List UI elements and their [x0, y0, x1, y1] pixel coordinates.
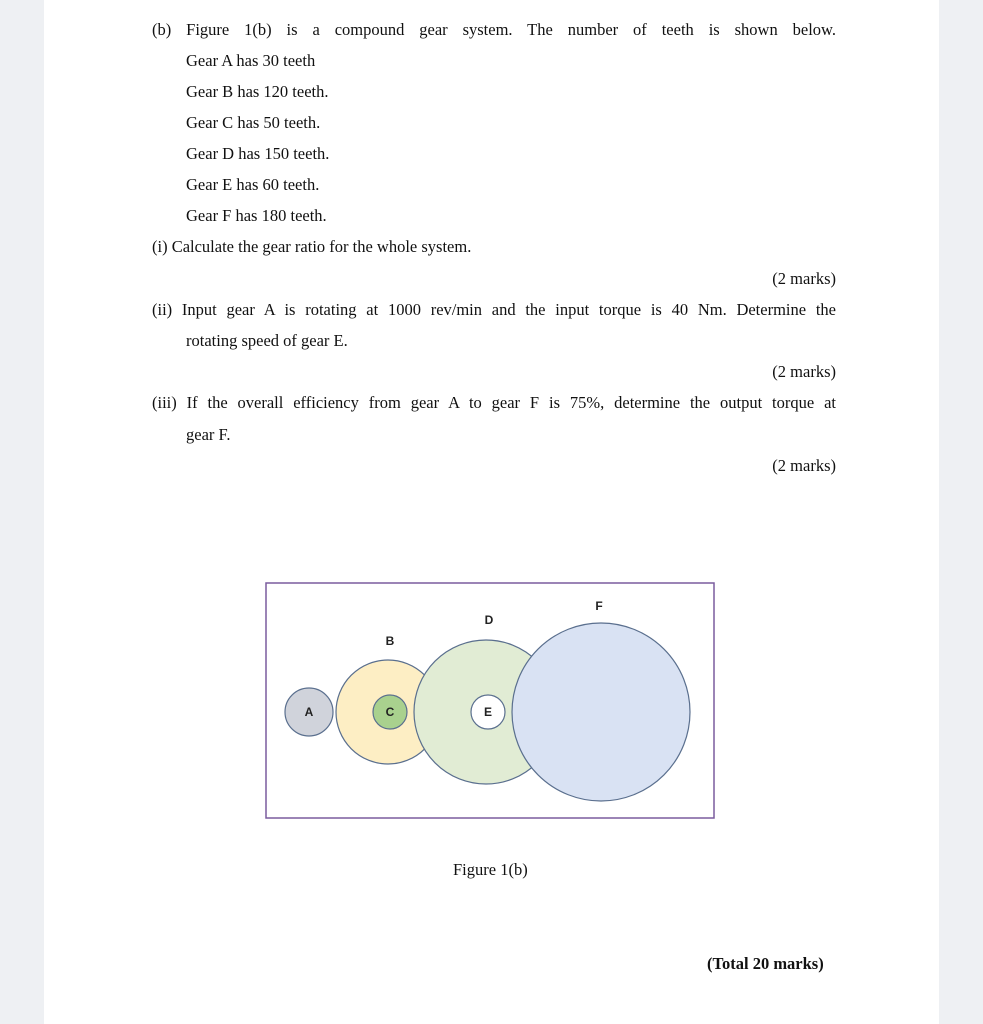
gear-f-teeth: Gear F has 180 teeth. — [186, 206, 327, 225]
gear-a-teeth: Gear A has 30 teeth — [186, 51, 316, 70]
gear-b-label: B — [385, 634, 395, 648]
question-ii-line1: (ii) Input gear A is rotating at 1000 rev/min and the input torque is 40 Nm. Determine the — [152, 300, 836, 319]
gear-system-figure — [265, 582, 715, 819]
gear-d-label: D — [484, 613, 494, 627]
gear-e-teeth: Gear E has 60 teeth. — [186, 175, 320, 194]
figure-caption: Figure 1(b) — [453, 860, 528, 879]
question-ii-marks: (2 marks) — [772, 362, 836, 381]
part-b-intro: (b) Figure 1(b) is a compound gear system. The number of teeth is shown below. — [152, 20, 836, 39]
gear-diagram — [265, 582, 715, 819]
gear-b-teeth: Gear B has 120 teeth. — [186, 82, 329, 101]
document-page — [44, 0, 939, 1024]
gear-c-teeth: Gear C has 50 teeth. — [186, 113, 321, 132]
gear-d-teeth: Gear D has 150 teeth. — [186, 144, 330, 163]
question-i: (i) Calculate the gear ratio for the whole system. — [152, 237, 472, 256]
question-ii-line2: rotating speed of gear E. — [186, 331, 348, 350]
question-iii-line1: (iii) If the overall efficiency from gear A to gear F is 75%, determine the output torque at — [152, 393, 836, 412]
gear-c-label: C — [385, 705, 395, 719]
gear-f — [512, 623, 690, 801]
gear-a-label: A — [304, 705, 314, 719]
total-marks: (Total 20 marks) — [707, 954, 824, 973]
gear-e-label: E — [483, 705, 493, 719]
question-iii-marks: (2 marks) — [772, 456, 836, 475]
question-iii-line2: gear F. — [186, 425, 231, 444]
gear-f-label: F — [595, 599, 603, 613]
question-i-marks: (2 marks) — [772, 269, 836, 288]
